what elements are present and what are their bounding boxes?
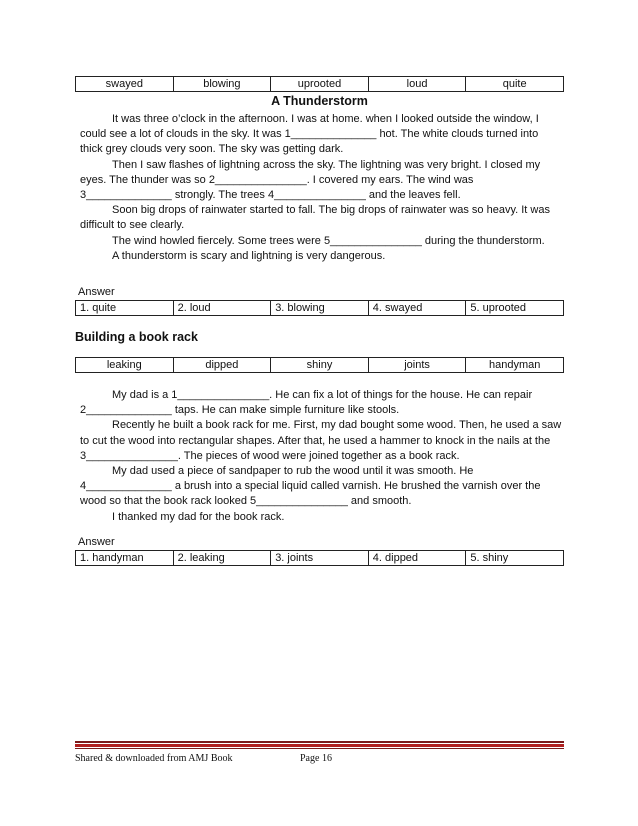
- answer-cell: 2. leaking: [173, 551, 271, 566]
- story-title-thunderstorm: A Thunderstorm: [271, 94, 368, 108]
- paragraph: My dad used a piece of sandpaper to rub the wood until it was smooth. He 4______________ a brush into a special liquid called varnish. He brushed the varnish over the wood so that the book rack looked 5_______________ and smooth.: [80, 465, 541, 508]
- section-title-book-rack: Building a book rack: [75, 330, 198, 344]
- word-bank-row: [76, 358, 564, 373]
- story-text-book-rack: [80, 388, 562, 525]
- answer-cell: 3. joints: [271, 551, 369, 566]
- word-bank-cell: uprooted: [271, 77, 369, 92]
- answer-cell: 5. shiny: [466, 551, 564, 566]
- word-bank-cell: joints: [368, 358, 466, 373]
- word-bank-thunderstorm: [75, 76, 564, 92]
- word-bank-cell: dipped: [173, 358, 271, 373]
- answer-cell: 4. dipped: [368, 551, 466, 566]
- answer-row: [76, 301, 564, 316]
- paragraph: Soon big drops of rainwater started to fall. The big drops of rainwater was so heavy. It was difficult to see clearly.: [80, 204, 550, 232]
- footer-divider: [75, 741, 564, 743]
- word-bank-cell: loud: [368, 77, 466, 92]
- footer-divider: [75, 744, 564, 747]
- answer-label: Answer: [78, 286, 115, 298]
- answer-cell: 4. swayed: [368, 301, 466, 316]
- answer-cell: 2. loud: [173, 301, 271, 316]
- answer-cell: 1. handyman: [76, 551, 174, 566]
- footer-divider: [75, 748, 564, 749]
- word-bank-cell: blowing: [173, 77, 271, 92]
- paragraph: It was three o’clock in the afternoon. I was at home. when I looked outside the window, I could see a lot of clouds in the sky. It was 1______________ hot. The white clouds turned into thick grey clouds very soon. The sky was getting dark.: [80, 113, 539, 156]
- paragraph: Recently he built a book rack for me. First, my dad bought some wood. Then, he used a saw to cut the wood into rectangular shapes. After that, he used a hammer to knock in the nails at the 3_______________. The pieces of wood were joined together as a book rack.: [80, 419, 562, 462]
- paragraph: A thunderstorm is scary and lightning is very dangerous.: [112, 249, 386, 262]
- word-bank-book-rack: [75, 357, 564, 373]
- paragraph: My dad is a 1_______________. He can fix a lot of things for the house. He can repair 2______________ taps. He can make simple furniture like stools.: [80, 389, 533, 417]
- footer-source: Shared & downloaded from AMJ Book: [75, 753, 233, 764]
- word-bank-cell: quite: [466, 77, 564, 92]
- answer-label: Answer: [78, 536, 115, 548]
- paragraph: The wind howled fiercely. Some trees were 5_______________ during the thunderstorm.: [112, 234, 545, 247]
- answer-row: [76, 551, 564, 566]
- answer-cell: 3. blowing: [271, 301, 369, 316]
- answer-cell: 1. quite: [76, 301, 174, 316]
- answer-table-thunderstorm: [75, 300, 564, 316]
- word-bank-cell: handyman: [466, 358, 564, 373]
- answer-table-book-rack: [75, 550, 564, 566]
- word-bank-cell: leaking: [76, 358, 174, 373]
- word-bank-cell: shiny: [271, 358, 369, 373]
- word-bank-row: [76, 77, 564, 92]
- word-bank-cell: swayed: [76, 77, 174, 92]
- answer-cell: 5. uprooted: [466, 301, 564, 316]
- footer-page-number: Page 16: [300, 753, 332, 764]
- story-text-thunderstorm: [80, 112, 562, 264]
- paragraph: I thanked my dad for the book rack.: [112, 510, 285, 523]
- paragraph: Then I saw flashes of lightning across the sky. The lightning was very bright. I closed my eyes. The thunder was so 2_______________. I covered my ears. The wind was 3______________ strongly. The trees 4_______________ and the leaves fell.: [80, 158, 541, 202]
